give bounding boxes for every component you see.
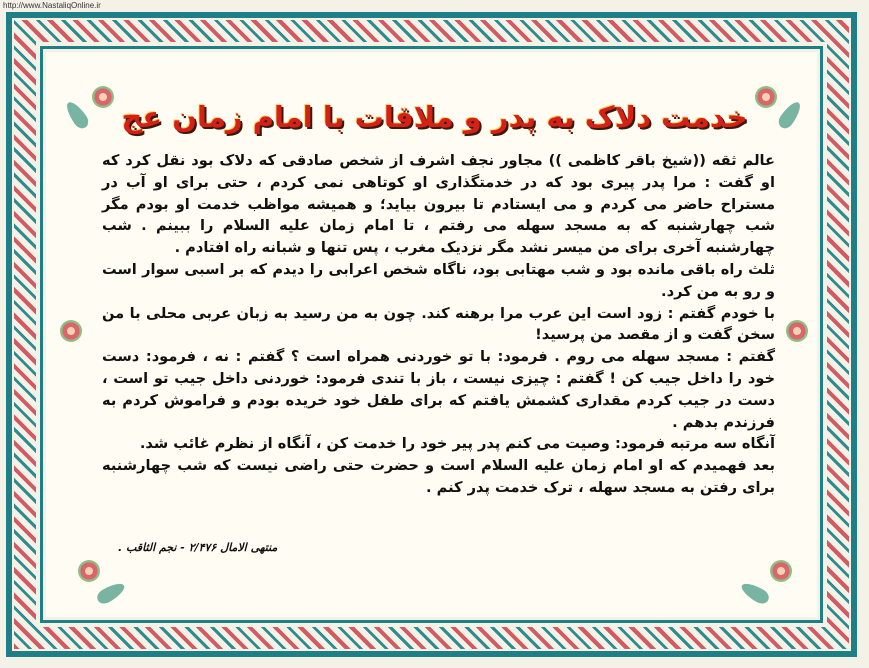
story-body — [102, 150, 775, 499]
paragraph: عالم ثقه ((شیخ باقر کاظمی )) مجاور نجف اشرف از شخص صادقی که دلاک بود نقل کرد که او گفت : مرا پدر پیری بود که در خدمتگذاری او کوتاهی نمی کردم ، حتی برای او آب در مستراح حاضر می کردم و می ایستادم تا بیرون بیاید؛ و همیشه مواظب خدمت او بودم مگر شب چهارشنبه که به مسجد سهله می رفتم ، تا امام زمان علیه السلام را ببینم . شب چهارشنبه آخری برای من میسر نشد مگر نزدیک مغرب ، پس تنها و شبانه راه افتادم . — [102, 152, 775, 257]
page-title: خدمت دلاک به پدر و ملاقات با امام زمان عج — [121, 100, 748, 134]
floral-ornament-icon — [786, 320, 808, 342]
floral-ornament-icon — [92, 86, 114, 108]
paragraph: با خودم گفتم : زود است این عرب مرا برهنه کند. چون به من رسید به زبان عربی محلی با من سخن گفت و از مقصد من پرسید! — [102, 304, 775, 344]
floral-ornament-icon — [60, 320, 82, 342]
floral-ornament-icon — [755, 86, 777, 108]
source-url: http://www.NastaliqOnline.ir — [3, 1, 101, 10]
paragraph: ثلث راه باقی مانده بود و شب مهتابی بود، ناگاه شخص اعرابی را دیدم که بر اسبی سوار است و رو به من کرد. — [102, 260, 775, 300]
floral-ornament-icon — [770, 560, 792, 582]
floral-ornament-icon — [78, 560, 100, 582]
paragraph: بعد فهمیدم که او امام زمان علیه السلام است و حضرت حتی راضی نیست که شب چهارشنبه برای رفتن به مسجد سهله ، ترک خدمت پدر کنم . — [102, 457, 775, 496]
paragraph: گفتم : مسجد سهله می روم . فرمود: با تو خوردنی همراه است ؟ گفتم : نه ، فرمود: دست خود را داخل جیب کن ! گفتم : چیزی نیست ، باز با تندی فرمود: خوردنی داخل جیب تو است ، دست در جیب کردم مقداری کشمش یافتم که برای طفل خود خریده بودم و فراموش کردم به فرزندم بدهم . — [102, 348, 775, 431]
paragraph: آنگاه سه مرتبه فرمود: وصیت می کنم پدر پیر خود را خدمت کن ، آنگاه از نظرم غائب شد. — [139, 435, 775, 453]
citation: منتهى الامال ۲/۴۷۶ - نجم الثاقب . — [118, 541, 278, 554]
